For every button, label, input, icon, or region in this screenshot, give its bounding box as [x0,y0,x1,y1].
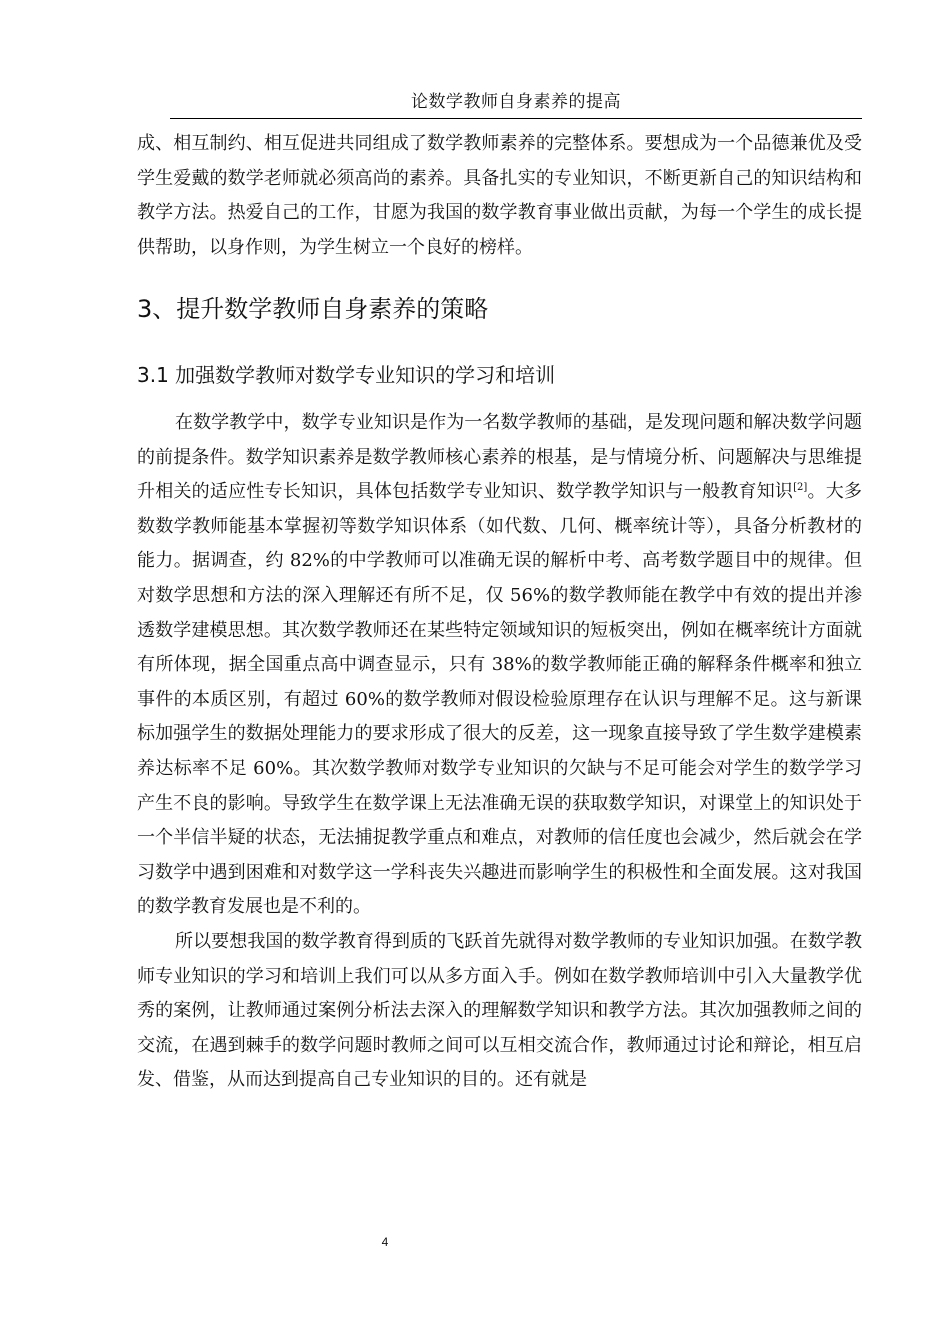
paragraph-2: 所以要想我国的数学教育得到质的飞跃首先就得对数学教师的专业知识加强。在数学教师专业知识的学习和培训上我们可以从多方面入手。例如在数学教师培训中引入大量教学优秀的案例，让教师通过案例分析法去深入的理解数学知识和教学方法。其次加强教师之间的交流，在遇到棘手的数学问题时教师之间可以互相交流合作，教师通过讨论和辩论，相互启发、借鉴，从而达到提高自己专业知识的目的。还有就是 [137,930,862,1091]
paragraph-1 [137,406,862,925]
paragraph-1-part1: 在数学教学中，数学专业知识是作为一名数学教师的基础，是发现问题和解决数学问题的前提条件。数学知识素养是数学教师核心素养的根基，是与情境分析、问题解决与思维提升相关的适应性专长知识，具体包括数学专业知识、数学教学知识与一般教育知识 [137,412,862,503]
intro-paragraph [137,127,862,265]
section-heading: 3、提升数学教师自身素养的策略 [137,295,489,323]
running-header: 论数学教师自身素养的提高 [411,92,621,112]
subsection-heading: 3.1 加强数学教师对数学专业知识的学习和培训 [137,363,556,387]
section-body [137,406,862,1098]
citation-ref[interactable]: [2] [793,482,808,494]
intro-text: 成、相互制约、相互促进共同组成了数学教师素养的完整体系。要想成为一个品德兼优及受学生爱戴的数学老师就必须高尚的素养。具备扎实的专业知识，不断更新自己的知识结构和教学方法。热爱自己的工作，甘愿为我国的数学教育事业做出贡献，为每一个学生的成长提供帮助，以身作则，为学生树立一个良好的榜样。 [137,133,862,258]
page-number: 4 [381,1235,389,1249]
paragraph-1-part2: 。大多数数学教师能基本掌握初等数学知识体系（如代数、几何、概率统计等），具备分析教材的能力。据调查，约 82%的中学教师可以准确无误的解析中考、高考数学题目中的规律。但对数学思想和方法的深入理解还有所不足，仅 56%的数学教师能在教学中有效的提出并渗透数学建模思想。其次数学教师还在某些特定领域知识的短板突出，例如在概率统计方面就有所体现，据全国重点高中调查显示，只有 38%的数学教师能正确的解释条件概率和独立事件的本质区别，有超过 60%的数学教师对假设检验原理存在认识与理解不足。这与新课标加强学生的数据处理能力的要求形成了很大的反差，这一现象直接导致了学生数学建模素养达标率不足 60%。其次数学教师对数学专业知识的欠缺与不足可能会对学生的数学学习产生不良的影响。导致学生在数学课上无法准确无误的获取数学知识，对课堂上的知识处于一个半信半疑的状态，无法捕捉教学重点和难点，对教师的信任度也会减少，然后就会在学习数学中遇到困难和对数学这一学科丧失兴趣进而影响学生的积极性和全面发展。这对我国的数学教育发展也是不利的。 [137,481,863,918]
header-rule [170,118,862,119]
